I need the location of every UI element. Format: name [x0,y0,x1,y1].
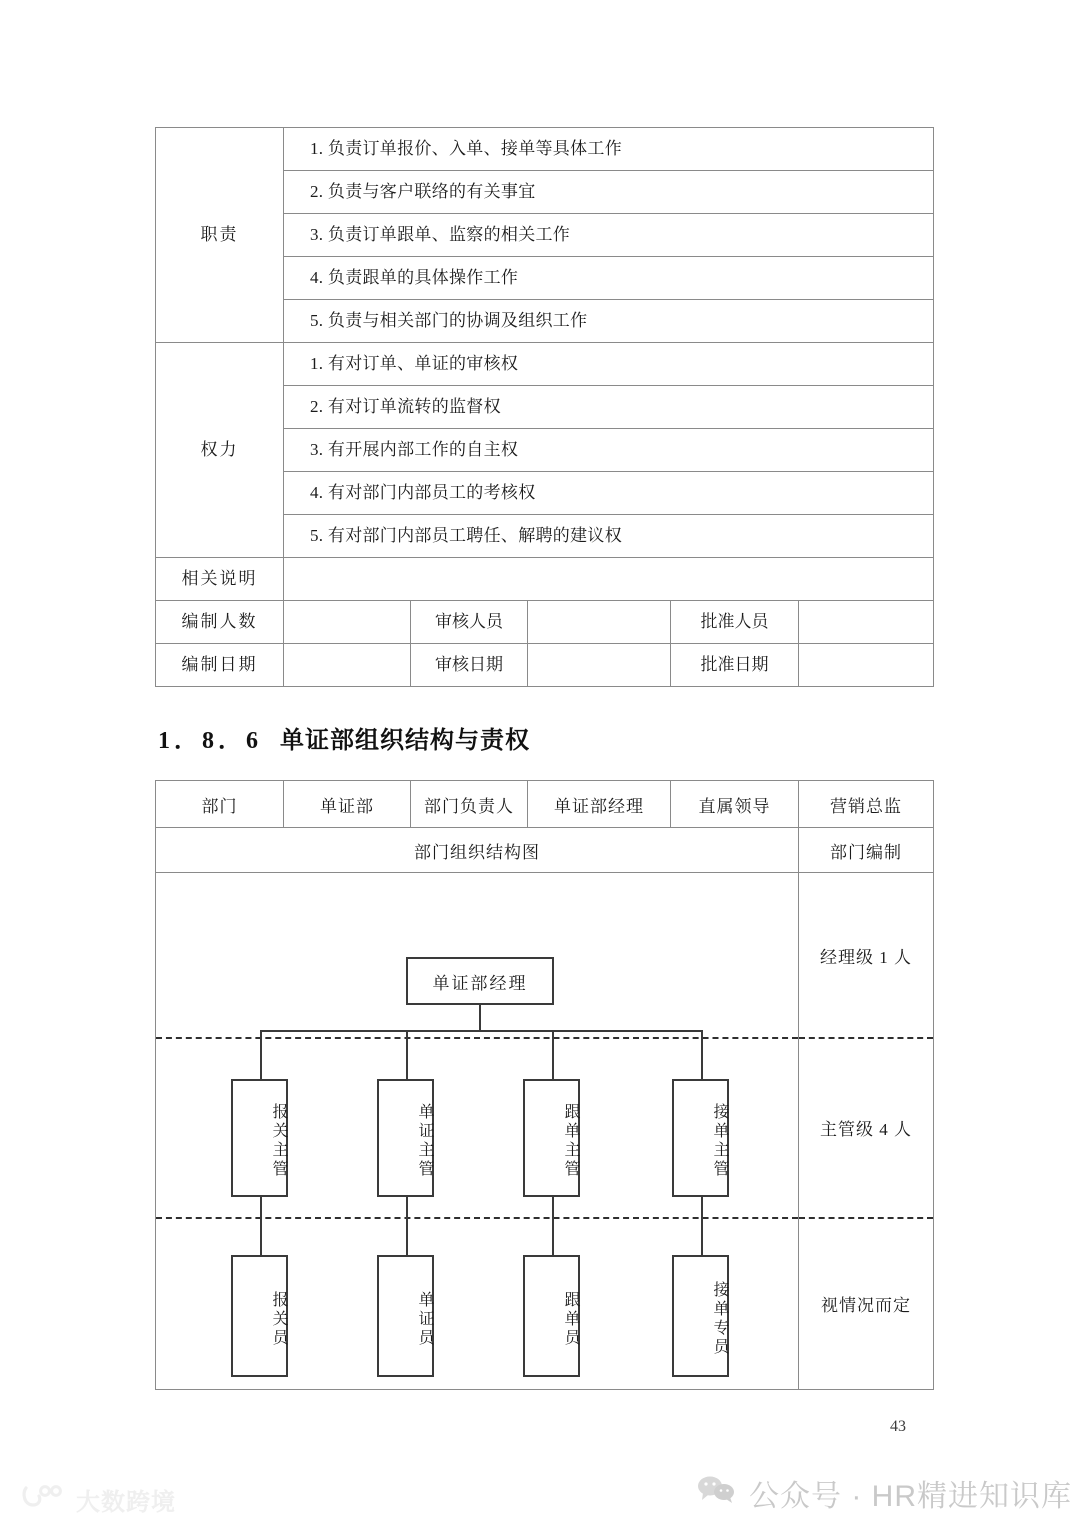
org-node-staff-2-label: 单证员 [416,1290,433,1348]
connector-staff-3 [552,1197,554,1256]
duty-item: 4. 负责跟单的具体操作工作 [284,257,934,300]
reviewer-value [528,601,671,644]
duties-powers-table [155,127,934,687]
org-node-manager-label: 单证部经理 [432,973,528,993]
review-date-value [528,644,671,687]
org-chart-canvas [156,873,798,1389]
org-node-supervisor-3 [523,1079,580,1197]
connector-drop-2 [406,1030,408,1080]
power-item: 3. 有开展内部工作的自主权 [284,429,934,472]
duty-item: 1. 负责订单报价、入单、接单等具体工作 [284,128,934,171]
quota-band-staff [799,1217,933,1389]
prepare-date-value [284,644,411,687]
power-item: 5. 有对部门内部员工聘任、解聘的建议权 [284,515,934,558]
connector-staff-4 [701,1197,703,1256]
power-item: 1. 有对订单、单证的审核权 [284,343,934,386]
org-header-supervisor-label: 直属领导 [671,781,799,828]
org-node-supervisor-2 [377,1079,434,1197]
watermark-right [697,1471,1072,1515]
org-node-staff-2 [377,1255,434,1377]
quota-band-manager [799,873,933,1037]
duties-label: 职责 [156,128,284,343]
org-header-dept-value: 单证部 [284,781,411,828]
org-node-supervisor-4-label: 接单主管 [711,1103,728,1179]
org-node-staff-1-label: 报关员 [270,1290,287,1348]
approver-value [799,601,934,644]
org-node-supervisor-4 [672,1079,729,1197]
table-row [156,873,934,1390]
org-quota-title: 部门编制 [799,828,934,873]
duty-item: 2. 负责与客户联络的有关事宜 [284,171,934,214]
page-title [158,720,530,755]
approve-date-label: 批准日期 [671,644,799,687]
dashu-logo-icon [22,1483,68,1516]
table-row [156,644,934,687]
section-title: 单证部组织结构与责权 [280,727,530,754]
connector-drop-1 [260,1030,262,1080]
connector-staff-2 [406,1197,408,1256]
review-date-label: 审核日期 [411,644,528,687]
org-node-supervisor-1 [231,1079,288,1197]
notes-value [284,558,934,601]
power-item: 2. 有对订单流转的监督权 [284,386,934,429]
org-node-supervisor-2-label: 单证主管 [416,1103,433,1179]
org-node-manager [406,957,554,1005]
table-row [156,601,934,644]
org-structure-table [155,780,934,1390]
power-item: 4. 有对部门内部员工的考核权 [284,472,934,515]
table-row [156,128,934,171]
quota-band-staff-label: 视情况而定 [821,1295,911,1315]
table-row [156,558,934,601]
table-row [156,343,934,386]
org-quota-canvas [799,873,933,1389]
duty-item: 3. 负责订单跟单、监察的相关工作 [284,214,934,257]
quota-band-supervisor [799,1037,933,1217]
org-node-supervisor-3-label: 跟单主管 [562,1103,579,1179]
approve-date-value [799,644,934,687]
org-header-owner-label: 部门负责人 [411,781,528,828]
org-node-staff-4-label: 接单专员 [711,1281,728,1357]
connector-drop-4 [701,1030,703,1080]
reviewer-label: 审核人员 [411,601,528,644]
org-header-dept-label: 部门 [156,781,284,828]
org-header-supervisor-value: 营销总监 [799,781,934,828]
connector-distribution-bar [260,1030,701,1032]
connector-staff-1 [260,1197,262,1256]
watermark-left-text: 大数跨境 [76,1489,176,1516]
org-quota-cell [799,873,934,1390]
table-row [156,781,934,828]
org-header-owner-value: 单证部经理 [528,781,671,828]
org-node-staff-3-label: 跟单员 [562,1290,579,1348]
org-node-staff-1 [231,1255,288,1377]
connector-manager-stem [479,1005,481,1032]
notes-label: 相关说明 [156,558,284,601]
headcount-label: 编制人数 [156,601,284,644]
powers-label: 权力 [156,343,284,558]
org-node-supervisor-1-label: 报关主管 [270,1103,287,1179]
quota-band-supervisor-label: 主管级 4 人 [820,1119,912,1139]
quota-band-manager-label: 经理级 1 人 [820,947,912,967]
headcount-value [284,601,411,644]
watermark-left [22,1482,176,1517]
connector-drop-3 [552,1030,554,1080]
page-number: 43 [890,1418,906,1435]
org-node-staff-4 [672,1255,729,1377]
approver-label: 批准人员 [671,601,799,644]
duty-item: 5. 负责与相关部门的协调及组织工作 [284,300,934,343]
org-chart-title: 部门组织结构图 [156,828,799,873]
org-node-staff-3 [523,1255,580,1377]
prepare-date-label: 编制日期 [156,644,284,687]
wechat-icon [697,1474,737,1512]
org-chart-cell [156,873,799,1390]
section-number: 1．8．6 [158,728,262,754]
watermark-right-text: 公众号 · HR精进知识库 [749,1480,1072,1513]
table-row [156,828,934,873]
